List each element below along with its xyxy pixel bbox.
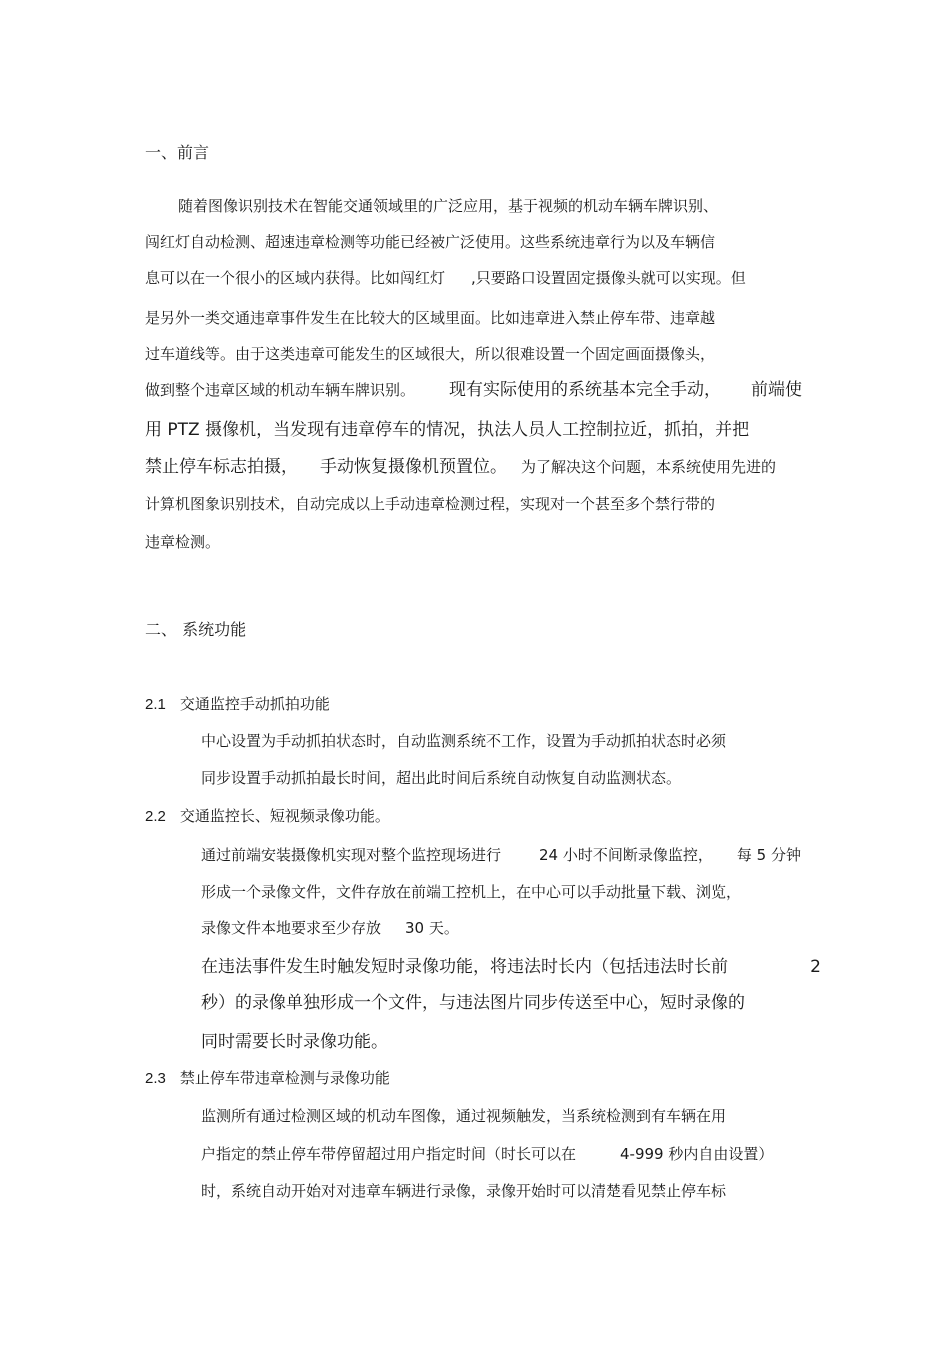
subsection-title: 交通监控手动抓拍功能: [179, 695, 330, 713]
text-segment: 随着图像识别技术在智能交通领域里的广泛应用，基于视频的机动车辆车牌识别、: [178, 197, 719, 215]
paragraph-line: [145, 532, 220, 552]
text-segment: 过车道线等。由于这类违章可能发生的区域很大，所以很难设置一个固定画面摄像头，: [145, 345, 716, 363]
paragraph-line: [201, 918, 459, 938]
text-segment: ,只要路口设置固定摄像头就可以实现。但: [471, 269, 746, 287]
paragraph-line: [201, 845, 801, 865]
paragraph-line: [201, 882, 741, 902]
text-segment: 计算机图象识别技术，自动完成以上手动违章检测过程，实现对一个甚至多个禁行带的: [145, 495, 716, 513]
subsection-heading-2-1: [145, 694, 330, 715]
text-segment: 禁止停车标志拍摄，: [145, 457, 298, 477]
text-segment: 通过前端安装摄像机实现对整个监控现场进行: [201, 846, 502, 864]
paragraph-line: [145, 420, 749, 440]
text-segment: 监测所有通过检测区域的机动车图像，通过视频触发，当系统检测到有车辆在用: [201, 1107, 727, 1125]
text-segment: 录像文件本地要求至少存放: [201, 919, 382, 937]
text-segment: 时，系统自动开始对对违章车辆进行录像，录像开始时可以清楚看见禁止停车标: [201, 1182, 727, 1200]
text-segment: 2: [810, 957, 821, 977]
paragraph-line: [145, 457, 776, 477]
text-segment: 前端使: [751, 380, 803, 400]
subsection-number: 2.2: [145, 808, 166, 825]
text-segment: 现有实际使用的系统基本完全手动，: [449, 380, 722, 400]
text-segment: 闯红灯自动检测、超速违章检测等功能已经被广泛使用。这些系统违章行为以及车辆信: [145, 233, 716, 251]
paragraph-line: [145, 344, 715, 364]
paragraph-line: [201, 957, 821, 977]
text-segment: 24 小时不间断录像监控，: [539, 846, 713, 864]
text-segment: 每 5 分钟: [736, 846, 801, 864]
text-segment: 在违法事件发生时触发短时录像功能，将违法时长内（包括违法时长前: [201, 957, 728, 977]
text-segment: 做到整个违章区域的机动车辆车牌识别。: [145, 381, 416, 399]
paragraph-line: [178, 196, 718, 216]
text-segment: 4-999 秒内自由设置）: [620, 1145, 774, 1163]
text-segment: 同时需要长时录像功能。: [201, 1032, 388, 1052]
subsection-title: 禁止停车带违章检测与录像功能: [179, 1069, 390, 1087]
text-segment: 用 PTZ 摄像机，当发现有违章停车的情况，执法人员人工控制拉近，抓拍，并把: [145, 420, 750, 440]
paragraph-line: [201, 1032, 388, 1052]
paragraph-line: [145, 268, 746, 288]
text-segment: 是另外一类交通违章事件发生在比较大的区域里面。比如违章进入禁止停车带、违章越: [145, 309, 716, 327]
subsection-number: 2.1: [145, 696, 166, 713]
text-segment: 息可以在一个很小的区域内获得。比如闯红灯: [145, 269, 446, 287]
text-segment: 违章检测。: [145, 533, 221, 551]
paragraph-line: 中心设置为手动抓拍状态时，自动监测系统不工作，设置为手动抓拍状态时必须: [201, 732, 727, 750]
subsection-title: 交通监控长、短视频录像功能。: [179, 807, 390, 825]
section-heading-preface: 一、前言: [145, 143, 210, 162]
section-heading-system-functions: 二、 系统功能: [145, 620, 247, 639]
paragraph-line: [201, 993, 745, 1013]
paragraph-line: [145, 308, 715, 328]
paragraph-line: [145, 494, 715, 514]
paragraph-line: [201, 1181, 726, 1201]
paragraph-line: [145, 232, 715, 252]
subsection-heading-2-2: [145, 806, 390, 827]
paragraph-line: [201, 1106, 726, 1126]
text-segment: 为了解决这个问题，本系统使用先进的: [521, 458, 777, 476]
paragraph-line: [145, 380, 802, 400]
paragraph-line: 同步设置手动抓拍最长时间，超出此时间后系统自动恢复自动监测状态。: [201, 769, 682, 787]
text-segment: 户指定的禁止停车带停留超过用户指定时间（时长可以在: [201, 1145, 577, 1163]
text-segment: 形成一个录像文件，文件存放在前端工控机上，在中心可以手动批量下载、浏览，: [201, 883, 742, 901]
text-segment: 手动恢复摄像机预置位。: [320, 457, 507, 477]
text-segment: 30 天。: [405, 919, 459, 937]
subsection-number: 2.3: [145, 1070, 166, 1087]
paragraph-line: [201, 1144, 773, 1164]
text-segment: 秒）的录像单独形成一个文件，与违法图片同步传送至中心，短时录像的: [201, 993, 745, 1013]
subsection-heading-2-3: [145, 1068, 390, 1089]
